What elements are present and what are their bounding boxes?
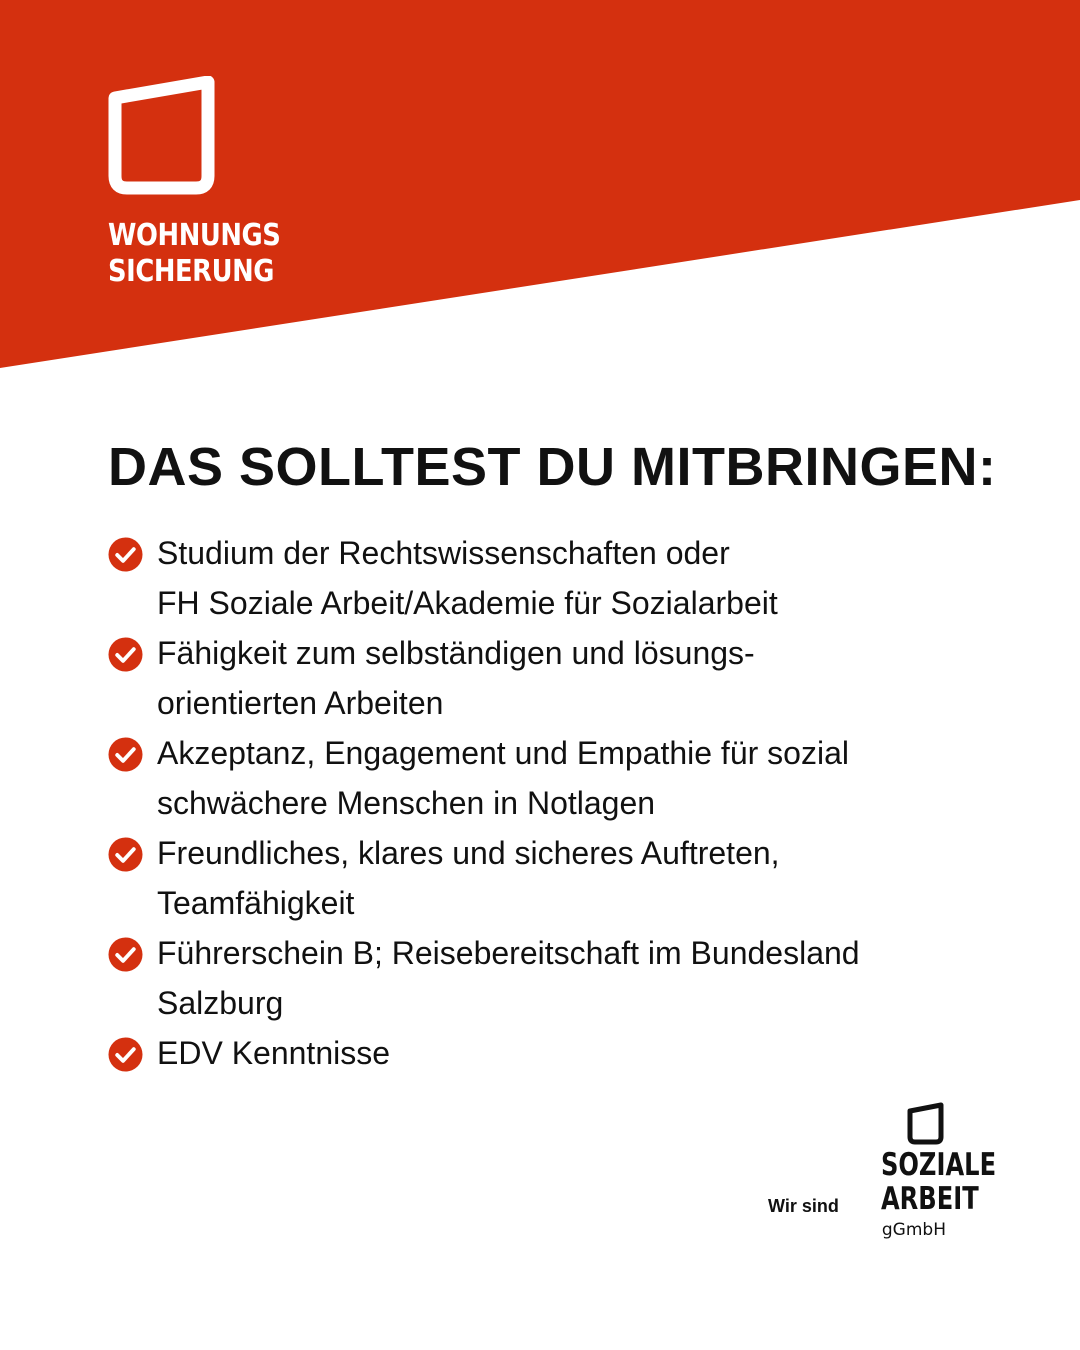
footer-org-line-2: ARBEIT [880,1181,979,1217]
requirement-item [108,728,1008,828]
soziale-arbeit-logo-icon [906,1102,946,1146]
requirement-item [108,1028,1008,1078]
check-circle-icon [108,537,143,572]
requirement-text: Führerschein B; Reisebereitschaft im Bundesland [157,935,860,971]
requirement-text: Teamfähigkeit [157,885,355,921]
requirement-text: Akzeptanz, Engagement und Empathie für sozial [157,735,849,771]
check-circle-icon [108,837,143,872]
check-circle-icon [108,737,143,772]
requirement-text: EDV Kenntnisse [157,1035,391,1071]
check-circle-icon [108,1037,143,1072]
footer-prefix: Wir sind [768,1196,839,1216]
requirement-text: orientierten Arbeiten [157,685,444,721]
check-circle-icon [108,637,143,672]
footer-org-line-1: SOZIALE [880,1147,997,1183]
requirement-text: Salzburg [157,985,284,1021]
footer-brand [760,1100,997,1250]
requirement-text: Freundliches, klares und sicheres Auftreten, [157,835,780,871]
wohnungssicherung-logo [108,76,288,290]
requirement-item [108,828,1008,928]
house-outline-logo-icon [108,76,218,198]
requirements-list [108,528,1008,1078]
requirement-item [108,928,1008,1028]
requirement-text: FH Soziale Arbeit/Akademie für Sozialarbeit [157,585,778,621]
requirement-text: Studium der Rechtswissenschaften oder [157,535,730,571]
requirement-text: Fähigkeit zum selbständigen und lösungs- [157,635,755,671]
requirement-text: schwächere Menschen in Notlagen [157,785,656,821]
page-title: DAS SOLLTEST DU MITBRINGEN: [108,437,997,497]
footer-org-name [880,1147,997,1217]
brand-line-1: WOHNUNGS [108,218,281,253]
requirement-item [108,528,1008,628]
brand-name [108,218,281,290]
requirement-item [108,628,1008,728]
brand-line-2: SICHERUNG [108,254,275,289]
check-circle-icon [108,937,143,972]
footer-org-suffix: gGmbH [881,1220,946,1240]
